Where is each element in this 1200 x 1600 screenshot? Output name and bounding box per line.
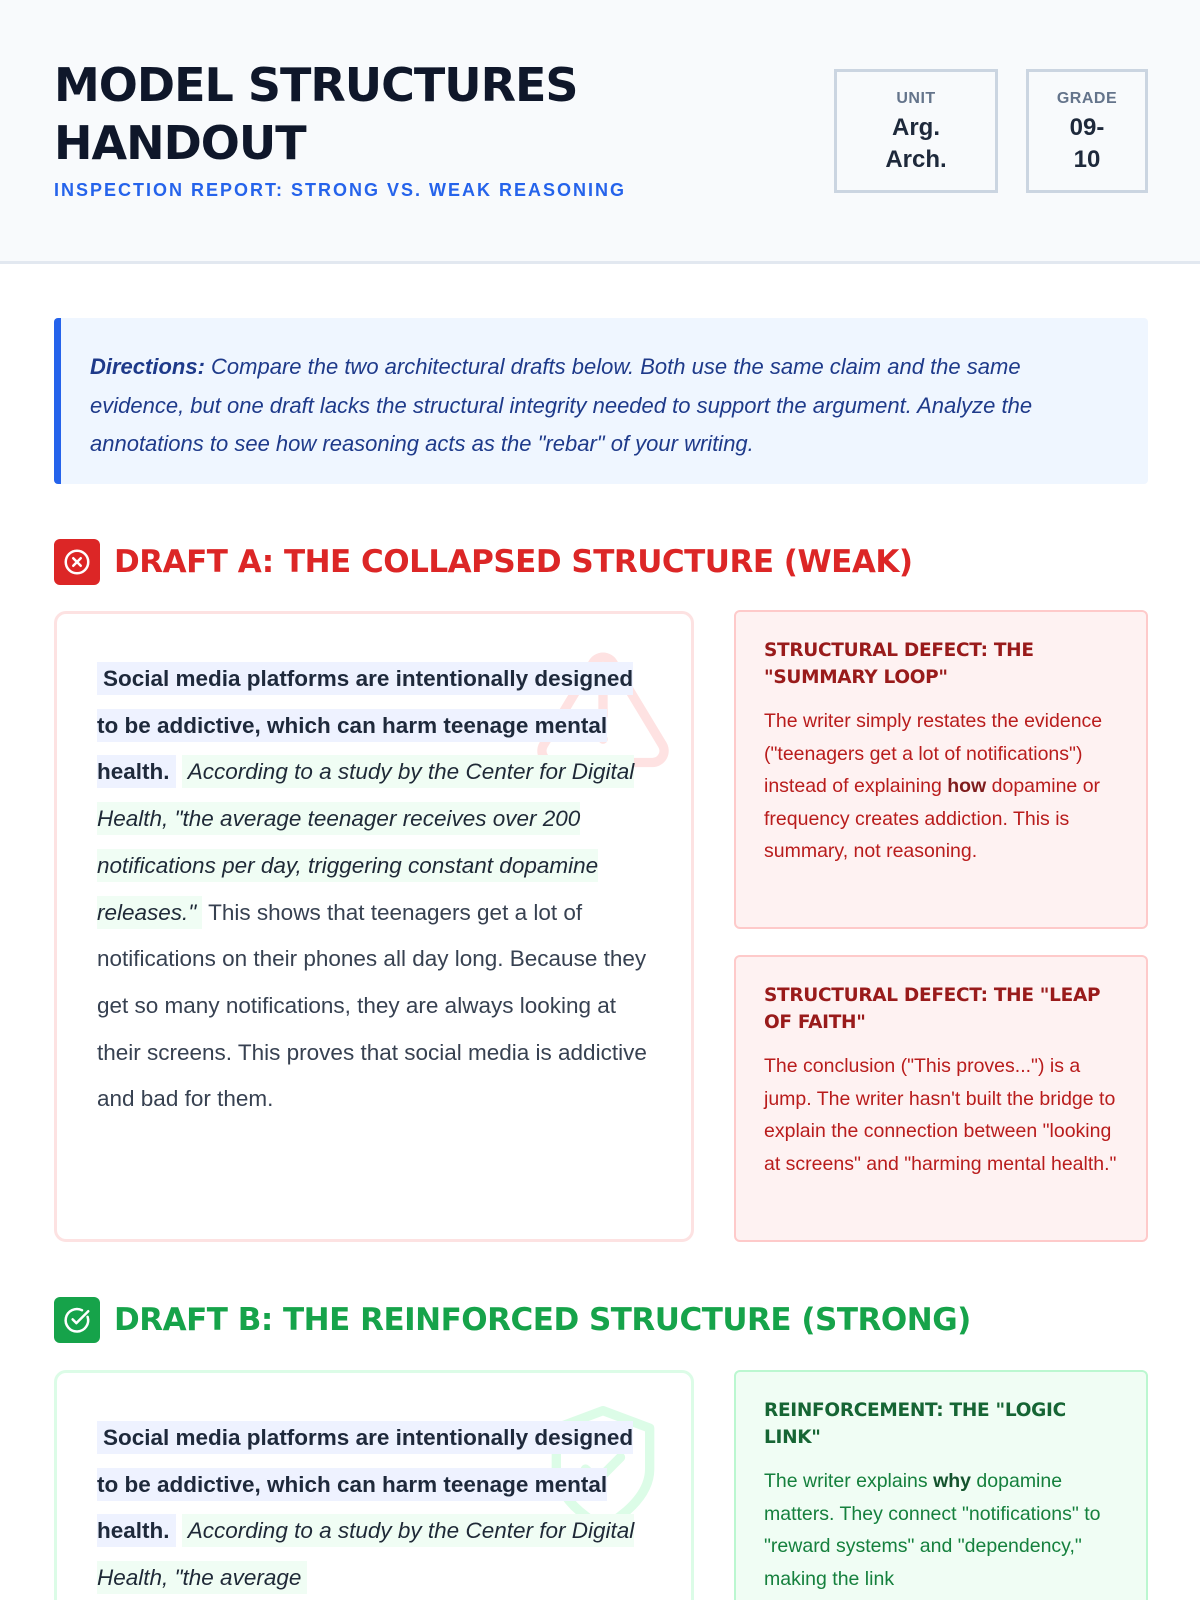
- annotation-emphasis: why: [933, 1470, 972, 1492]
- draft-a-title: DRAFT A: THE COLLAPSED STRUCTURE (WEAK): [114, 544, 913, 580]
- grade-box: [1026, 69, 1148, 193]
- annotation-text: dopamine matters. They connect "notifications" to "reward systems" and "dependency," making the link: [764, 1470, 1101, 1590]
- annotation-title: STRUCTURAL DEFECT: THE "LEAP OF FAITH": [764, 985, 1101, 1033]
- unit-label: UNIT: [896, 90, 936, 107]
- annotation-logic-link: [734, 1370, 1148, 1600]
- draft-a-heading: [54, 538, 913, 586]
- directions-text: [90, 348, 1118, 464]
- page-title: MODEL STRUCTURES HANDOUT: [54, 58, 578, 170]
- annotation-emphasis: how: [947, 775, 987, 797]
- x-circle-icon: [54, 539, 100, 585]
- grade-label: GRADE: [1056, 90, 1118, 107]
- annotation-title: REINFORCEMENT: THE "LOGIC LINK": [764, 1400, 1066, 1448]
- draft-b-title: DRAFT B: THE REINFORCED STRUCTURE (STRONG): [114, 1302, 971, 1338]
- draft-a-paragraph: [57, 614, 691, 1123]
- draft-a-evidence: According to a study by the Center for Digital Health, "the average teenager receives over 200 notifications per day, triggering constant dopamine releases.": [97, 755, 634, 928]
- draft-a-box: [54, 611, 694, 1242]
- draft-b-claim: Social media platforms are intentionally designed to be addictive, which can harm teenage mental health.: [97, 1421, 633, 1547]
- unit-value: Arg. Arch.: [885, 114, 947, 173]
- check-circle-icon: [54, 1297, 100, 1343]
- draft-a-claim: Social media platforms are intentionally designed to be addictive, which can harm teenage mental health.: [97, 662, 633, 788]
- annotation-body: The conclusion ("This proves...") is a jump. The writer hasn't built the bridge to explain the connection between "looking at screens" and "harming mental health.": [764, 1055, 1117, 1175]
- draft-b-heading: [54, 1296, 971, 1344]
- draft-b-paragraph: [57, 1373, 691, 1600]
- annotation-text: The writer simply restates the evidence ("teenagers get a lot of notifications") instead of explaining: [764, 710, 1103, 797]
- draft-b-box: [54, 1370, 694, 1600]
- annotation-text: dopamine or frequency creates addiction. This is summary, not reasoning.: [764, 775, 1101, 862]
- annotation-leap-of-faith: [734, 955, 1148, 1242]
- annotation-text: The writer explains: [764, 1470, 934, 1492]
- annotation-title: STRUCTURAL DEFECT: THE "SUMMARY LOOP": [764, 640, 1034, 688]
- directions-label: Directions:: [90, 354, 205, 379]
- directions-callout: [54, 318, 1148, 484]
- draft-a-reasoning: This shows that teenagers get a lot of notifications on their phones all day long. Because they get so many notifications, they are always looking at their screens. This proves that social media is addictive and bad for them.: [97, 899, 647, 1112]
- page-subtitle: INSPECTION REPORT: STRONG VS. WEAK REASONING: [54, 180, 627, 200]
- grade-value: 09-10: [1069, 114, 1105, 173]
- page-header: [0, 0, 1200, 264]
- unit-box: [834, 69, 998, 193]
- draft-b-evidence: According to a study by the Center for Digital Health, "the average: [97, 1514, 634, 1594]
- annotation-summary-loop: [734, 610, 1148, 929]
- annotation-body: [764, 705, 1118, 868]
- directions-body: Compare the two architectural drafts below. Both use the same claim and the same evidence, but one draft lacks the structural integrity needed to support the argument. Analyze the annotations to see how reasoning acts as the "rebar" of your writing.: [90, 354, 1033, 456]
- annotation-body: [764, 1465, 1118, 1595]
